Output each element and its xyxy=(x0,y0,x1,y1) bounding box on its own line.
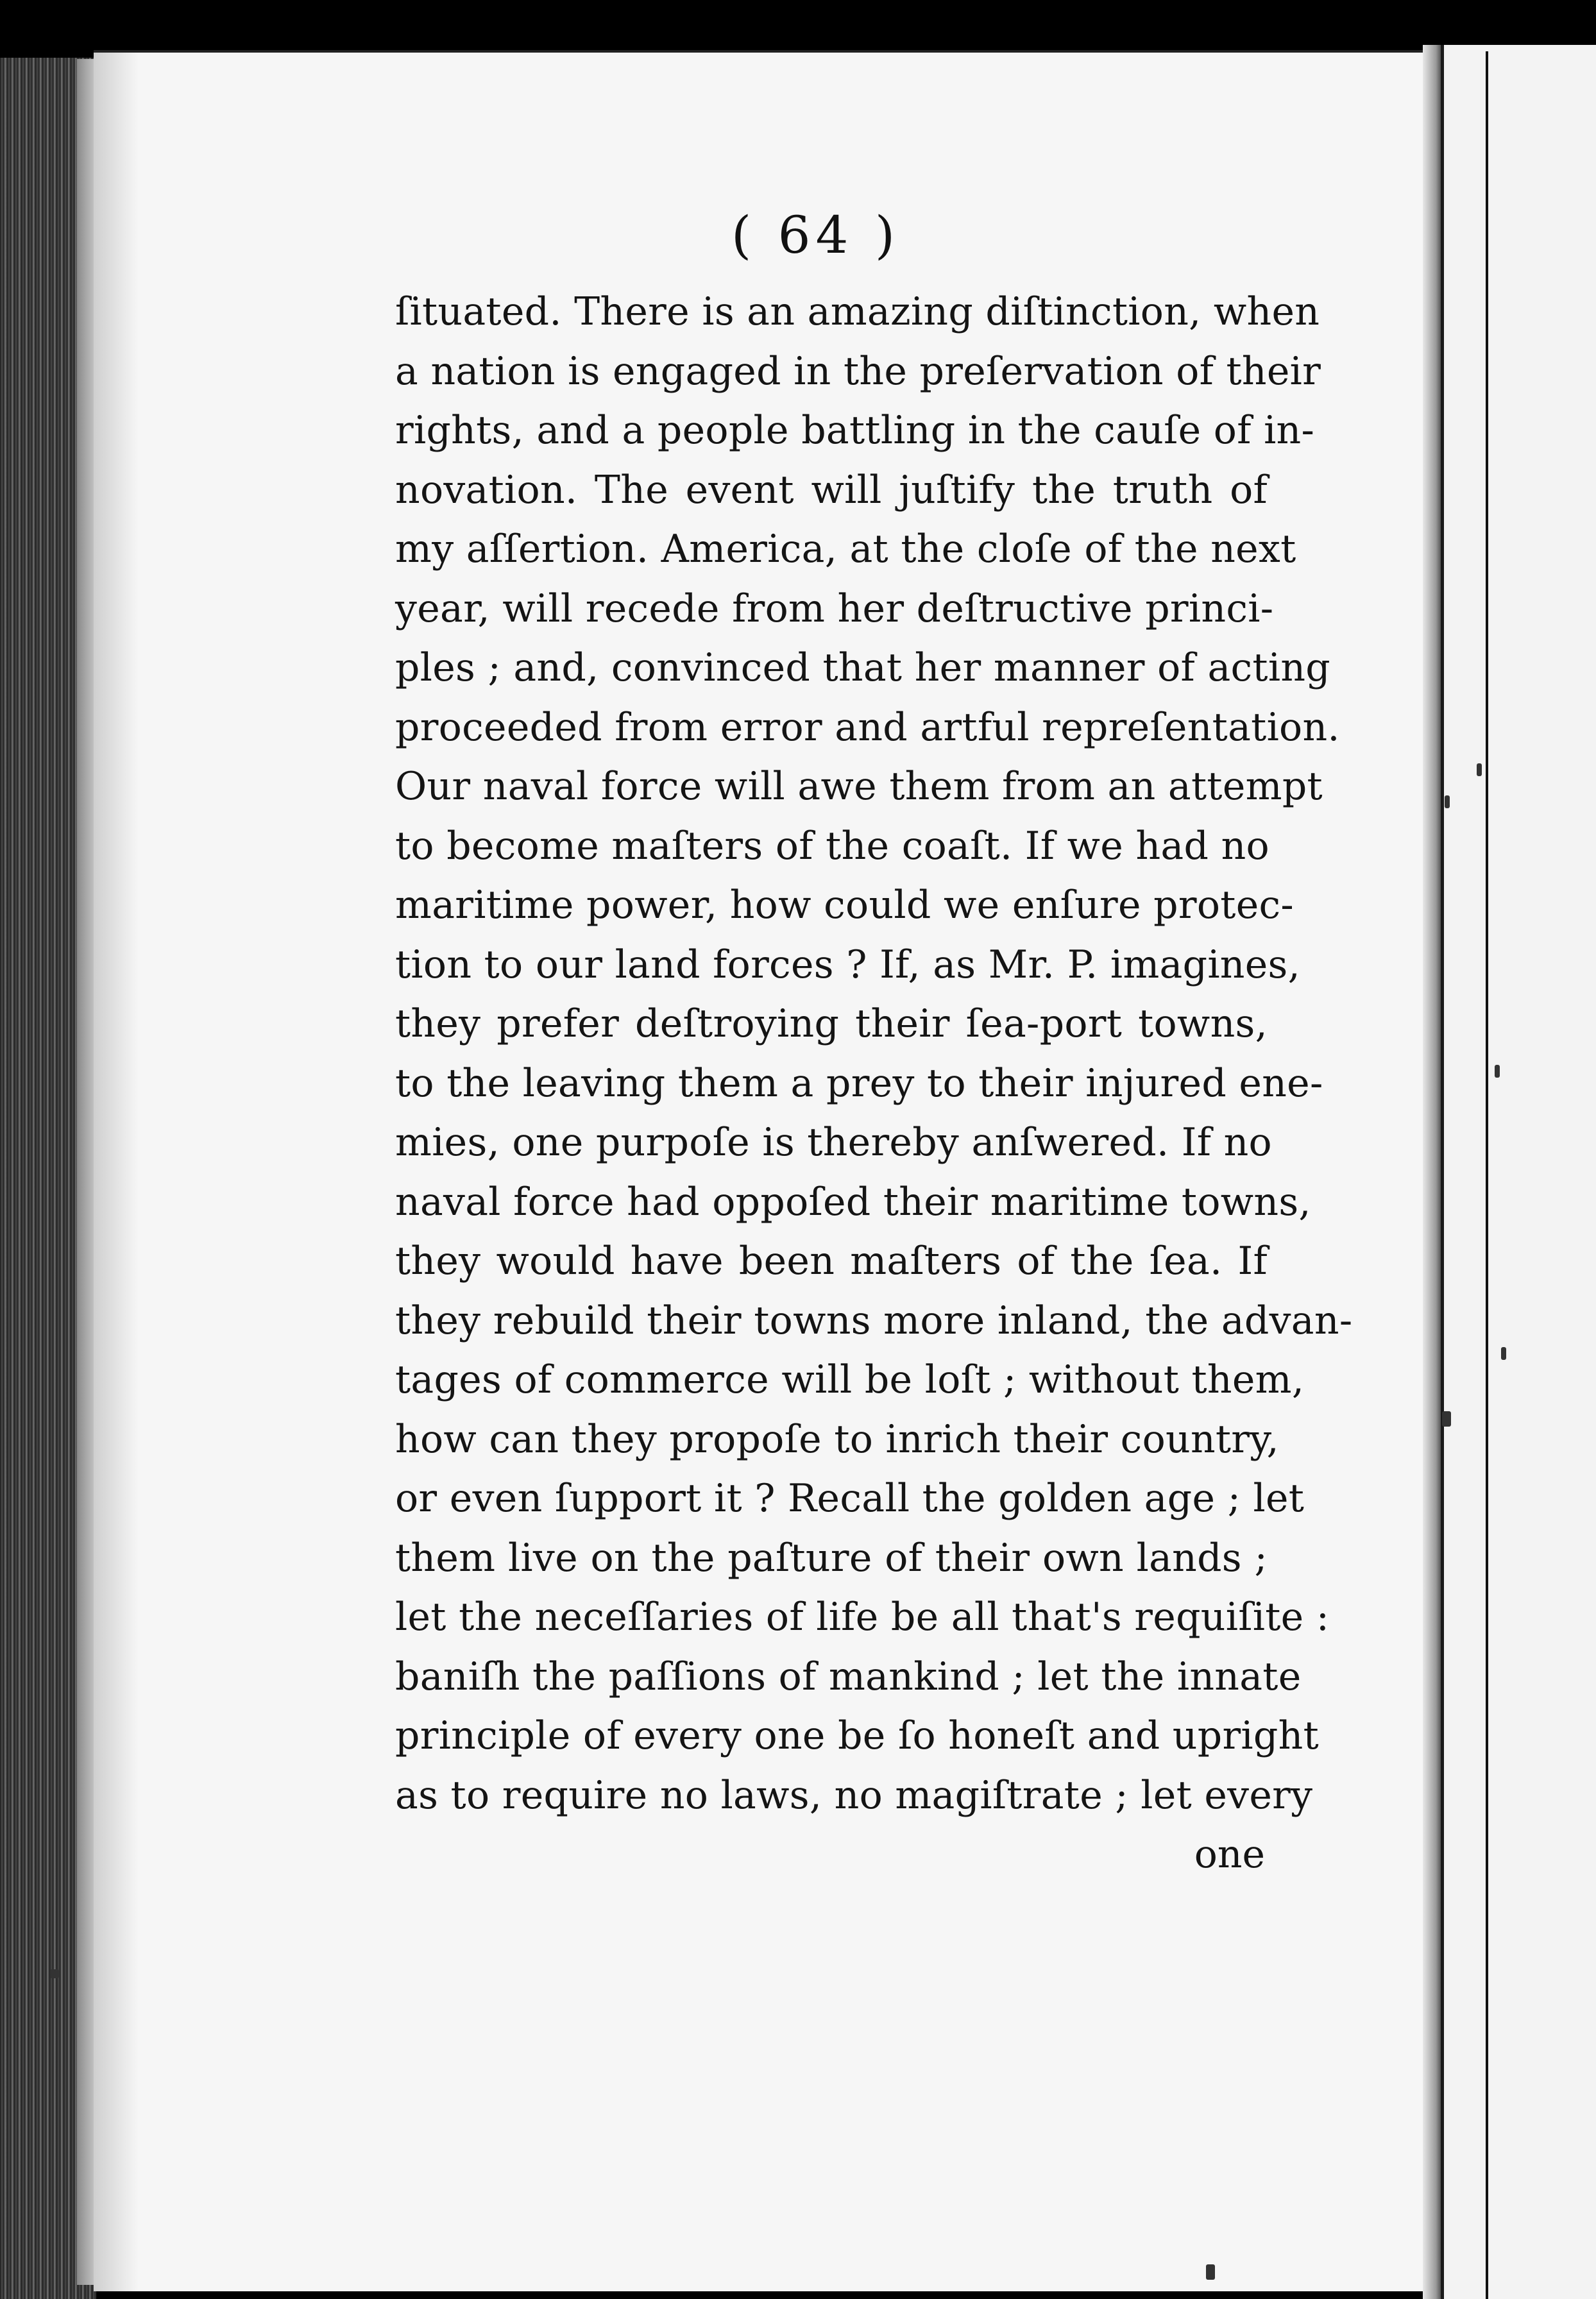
text-line: novation. The event will juſtify the truth of xyxy=(395,467,1268,513)
text-line: ſituated. There is an amazing diſtinction, when xyxy=(395,289,1320,334)
text-line: ples ; and, convinced that her manner of acting xyxy=(395,645,1330,690)
ink-speck xyxy=(1442,1411,1451,1427)
text-line: a nation is engaged in the preſervation of their xyxy=(395,348,1321,394)
page-inner-shadow xyxy=(94,53,139,2291)
text-line: to the leaving them a prey to their injured ene- xyxy=(395,1060,1323,1106)
text-line: let the neceſſaries of life be all that's requiſite : xyxy=(395,1595,1330,1640)
text-line: they would have been maſters of the ſea. If xyxy=(395,1239,1268,1284)
text-line: tages of commerce will be loſt ; without them, xyxy=(395,1357,1305,1402)
ink-speck xyxy=(1495,1065,1500,1078)
text-line: my aſſertion. America, at the cloſe of the next xyxy=(395,527,1296,572)
text-line: to become maſters of the coaſt. If we had no xyxy=(395,823,1269,869)
text-line: mies, one purpoſe is thereby anſwered. If no xyxy=(395,1120,1272,1165)
facing-page xyxy=(1441,45,1596,2299)
ink-speck xyxy=(1206,2264,1215,2280)
text-line: baniſh the paſſions of mankind ; let the innate xyxy=(395,1654,1302,1699)
text-line: naval force had oppoſed their maritime towns, xyxy=(395,1179,1311,1225)
text-line: they prefer deſtroying their ſea-port towns, xyxy=(395,1001,1268,1046)
facing-page-rule xyxy=(1486,51,1488,2299)
catchword: one xyxy=(1194,1832,1265,1877)
ink-speck xyxy=(50,1969,59,1978)
text-line: maritime power, how could we enſure protec- xyxy=(395,883,1294,928)
ink-speck xyxy=(1445,795,1450,808)
body-text xyxy=(395,282,1353,1884)
ink-speck xyxy=(1501,1347,1506,1360)
text-line: principle of every one be ſo honeſt and upright xyxy=(395,1713,1319,1758)
text-line: or even ſupport it ? Recall the golden age ; let xyxy=(395,1476,1305,1521)
text-line: rights, and a people battling in the cauſe of in- xyxy=(395,408,1315,453)
text-line: they rebuild their towns more inland, the advan- xyxy=(395,1298,1353,1343)
text-line: Our naval force will awe them from an attempt xyxy=(395,764,1323,809)
text-line: proceeded from error and artful repreſentation. xyxy=(395,704,1340,750)
text-line: as to require no laws, no magiſtrate ; let every xyxy=(395,1772,1313,1818)
text-line: year, will recede from her deſtructive princi- xyxy=(395,586,1274,631)
text-line: tion to our land forces ? If, as Mr. P. imagines, xyxy=(395,942,1301,987)
ink-speck xyxy=(1477,763,1482,776)
text-line: them live on the paſture of their own lands ; xyxy=(395,1535,1268,1581)
text-line: how can they propoſe to inrich their country, xyxy=(395,1416,1279,1462)
page-number: ( 64 ) xyxy=(731,205,901,265)
